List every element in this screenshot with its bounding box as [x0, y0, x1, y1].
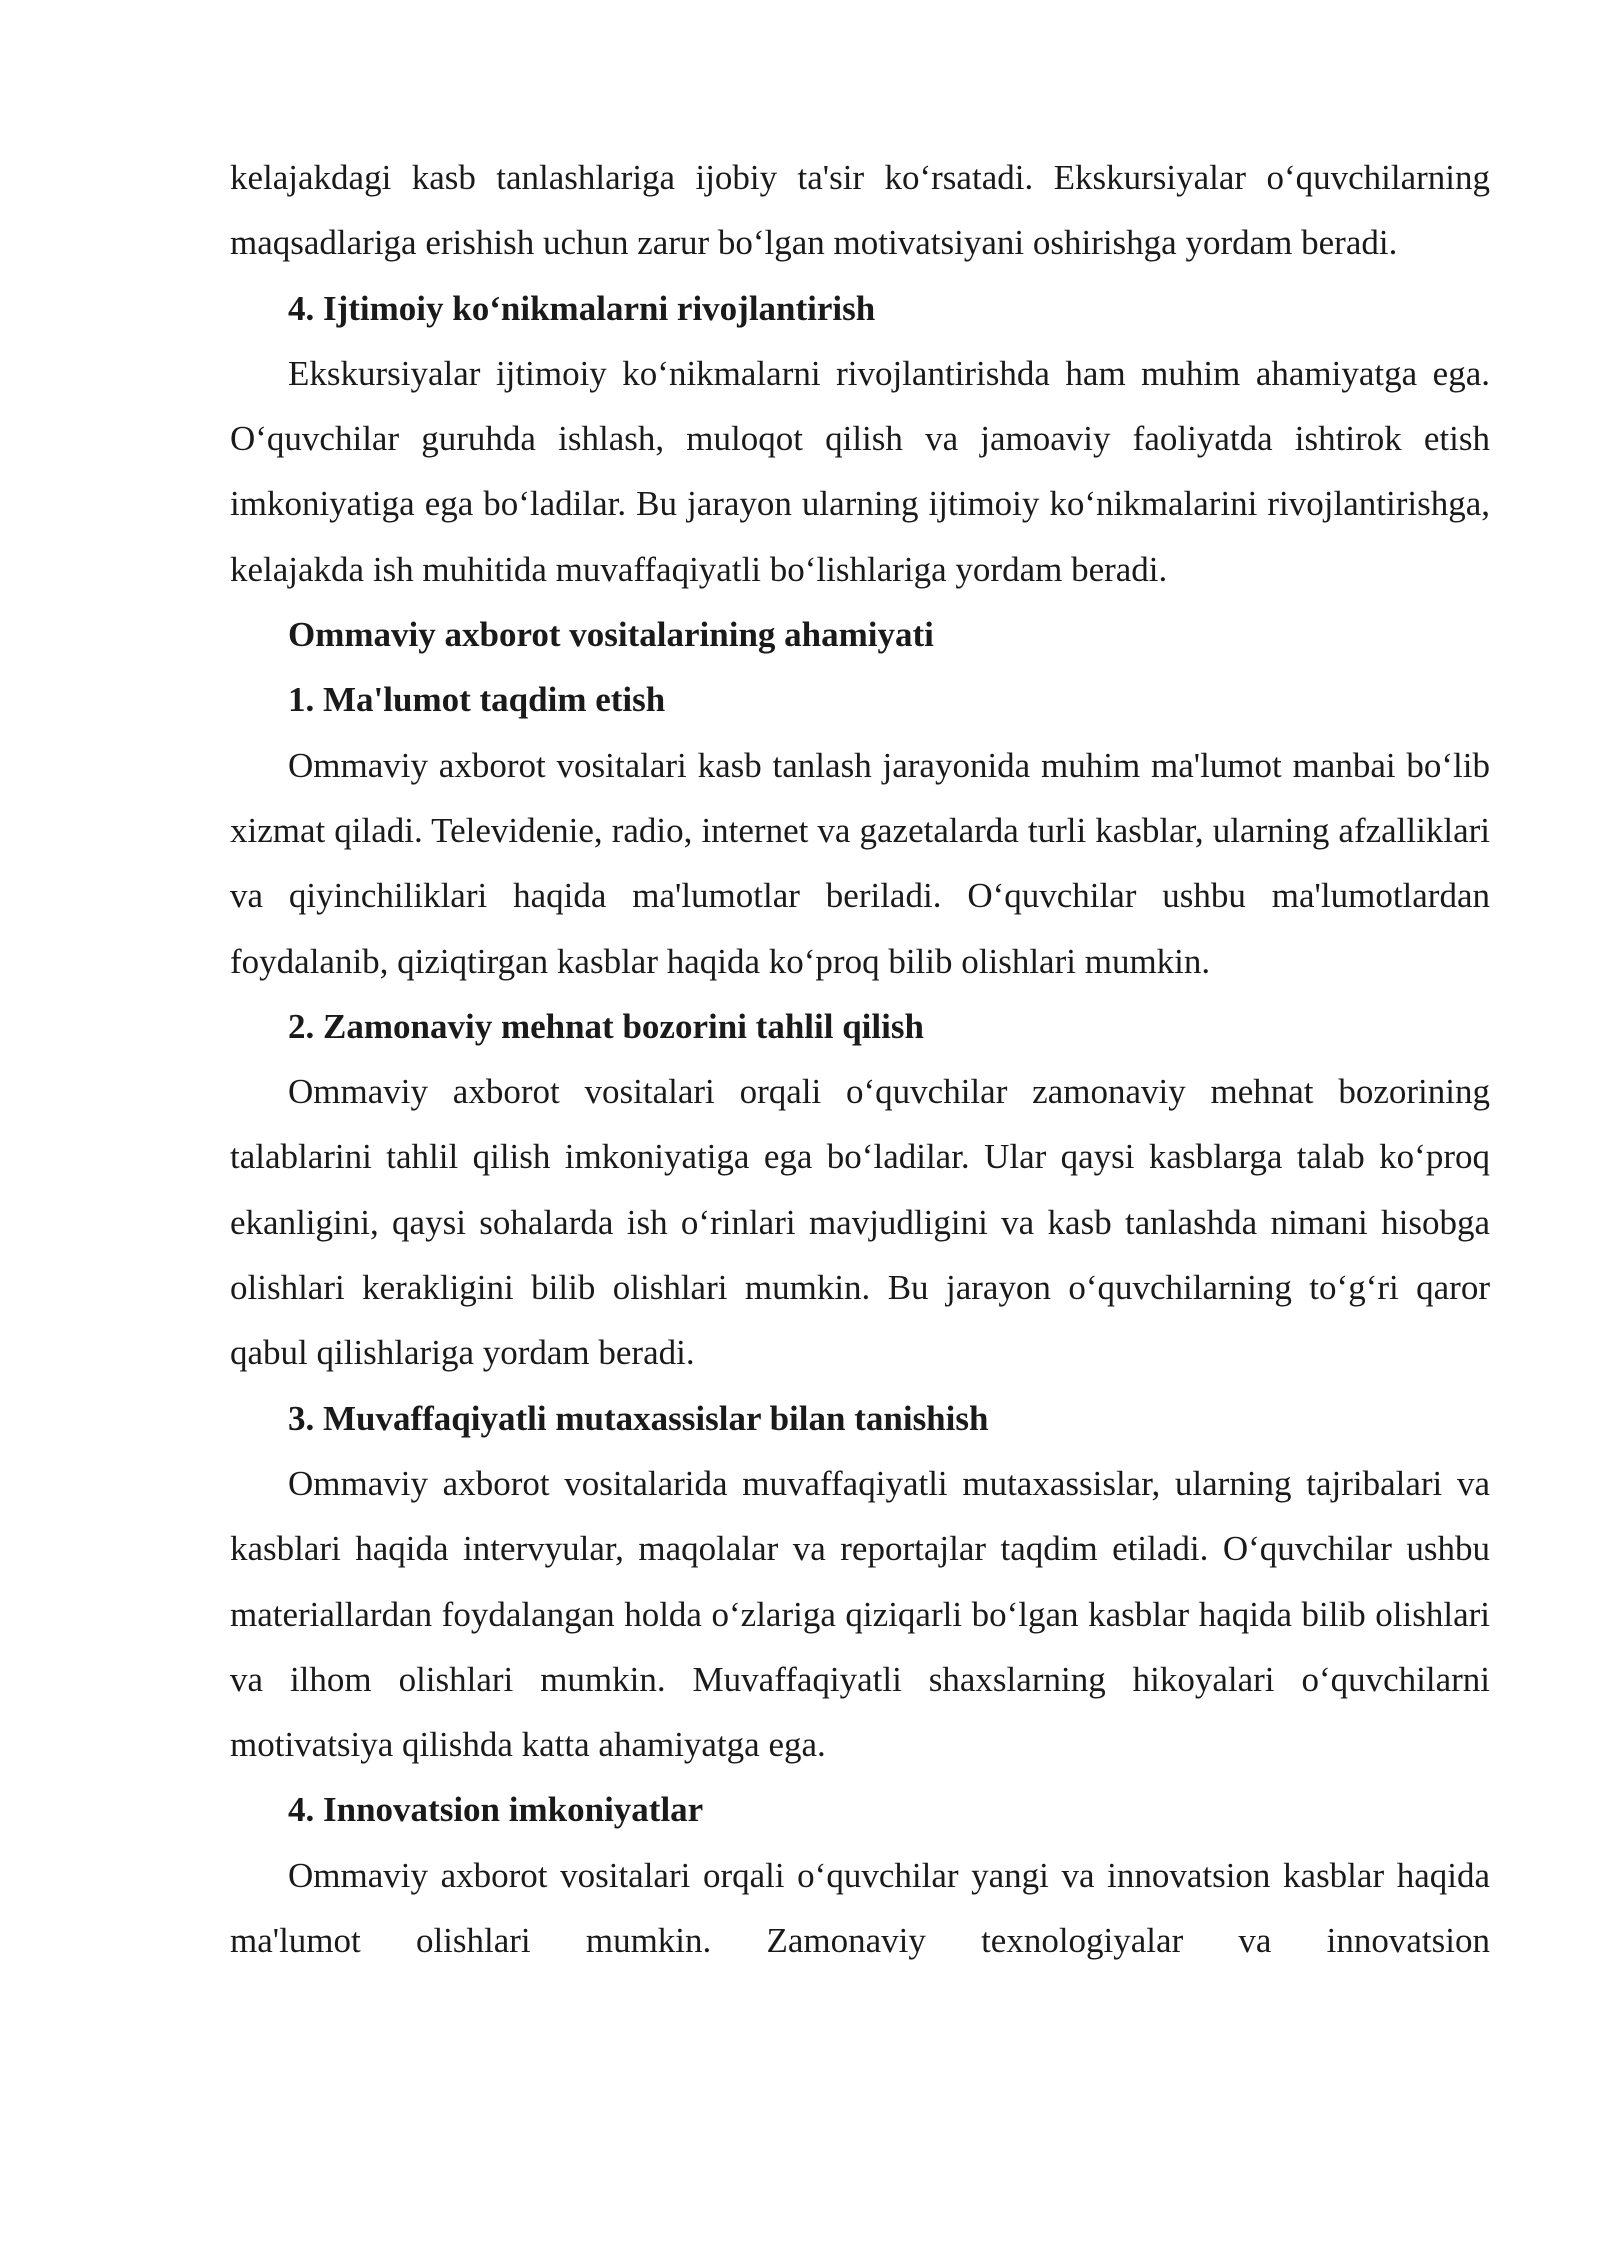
paragraph-successful-specialists: Ommaviy axborot vositalarida muvaffaqiyatli mutaxassislar, ularning tajribalari va kasblari haqida intervyular, maqolalar va reportajlar taqdim etiladi. O‘quvchilar ushbu materiallardan foydalangan holda o‘zlariga qiziqarli bo‘lgan kasblar haqida bilib olishlari va ilhom olishlari mumkin. Muvaffaqiyatli shaxslarning hikoyalari o‘quvchilarni motivatsiya qilishda katta ahamiyatga ega. — [230, 1463, 1490, 1765]
heading-mass-media-importance: Ommaviy axborot vositalarining ahamiyati — [288, 615, 934, 655]
heading-information-provision: 1. Ma'lumot taqdim etish — [288, 680, 666, 720]
heading-labor-market-analysis: 2. Zamonaviy mehnat bozorini tahlil qilish — [288, 1006, 924, 1046]
paragraph-information-provision: Ommaviy axborot vositalari kasb tanlash jarayonida muhim ma'lumot manbai bo‘lib xizmat qiladi. Televidenie, radio, internet va gazetalarda turli kasblar, ularning afzalliklari va qiyinchiliklari haqida ma'lumotlar beriladi. O‘quvchilar ushbu ma'lumotlardan foydalanib, qiziqtirgan kasblar haqida ko‘proq bilib olishlari mumkin. — [230, 745, 1490, 981]
document-page — [230, 145, 1490, 1973]
paragraph-labor-market-analysis: Ommaviy axborot vositalari orqali o‘quvchilar zamonaviy mehnat bozorining talablarini tahlil qilish imkoniyatiga ega bo‘ladilar. Ular qaysi kasblarga talab ko‘proq ekanligini, qaysi sohalarda ish o‘rinlari mavjudligini va kasb tanlashda nimani hisobga olishlari kerakligini bilib olishlari mumkin. Bu jarayon o‘quvchilarning to‘g‘ri qaror qabul qilishlariga yordam beradi. — [230, 1072, 1490, 1373]
paragraph-social-skills: Ekskursiyalar ijtimoiy ko‘nikmalarni rivojlantirishda ham muhim ahamiyatga ega. O‘quvchilar guruhda ishlash, muloqot qilish va jamoaviy faoliyatda ishtirok etish imkoniyatiga ega bo‘ladilar. Bu jarayon ularning ijtimoiy ko‘nikmalarini rivojlantirishga, kelajakda ish muhitida muvaffaqiyatli bo‘lishlariga yordam beradi. — [230, 353, 1490, 589]
heading-successful-specialists: 3. Muvaffaqiyatli mutaxassislar bilan tanishish — [288, 1398, 989, 1438]
paragraph-motivation-continued: kelajakdagi kasb tanlashlariga ijobiy ta'sir ko‘rsatadi. Ekskursiyalar o‘quvchilarning maqsadlariga erishish uchun zarur bo‘lgan motivatsiyani oshirishga yordam beradi. — [230, 158, 1490, 263]
paragraph-innovative-opportunities: Ommaviy axborot vositalari orqali o‘quvchilar yangi va innovatsion kasblar haqida ma'lumot olishlari mumkin. Zamonaviy texnologiyalar va innovatsion — [230, 1855, 1490, 1961]
heading-innovative-opportunities: 4. Innovatsion imkoniyatlar — [288, 1790, 704, 1830]
heading-social-skills: 4. Ijtimoiy ko‘nikmalarni rivojlantirish — [288, 288, 876, 328]
